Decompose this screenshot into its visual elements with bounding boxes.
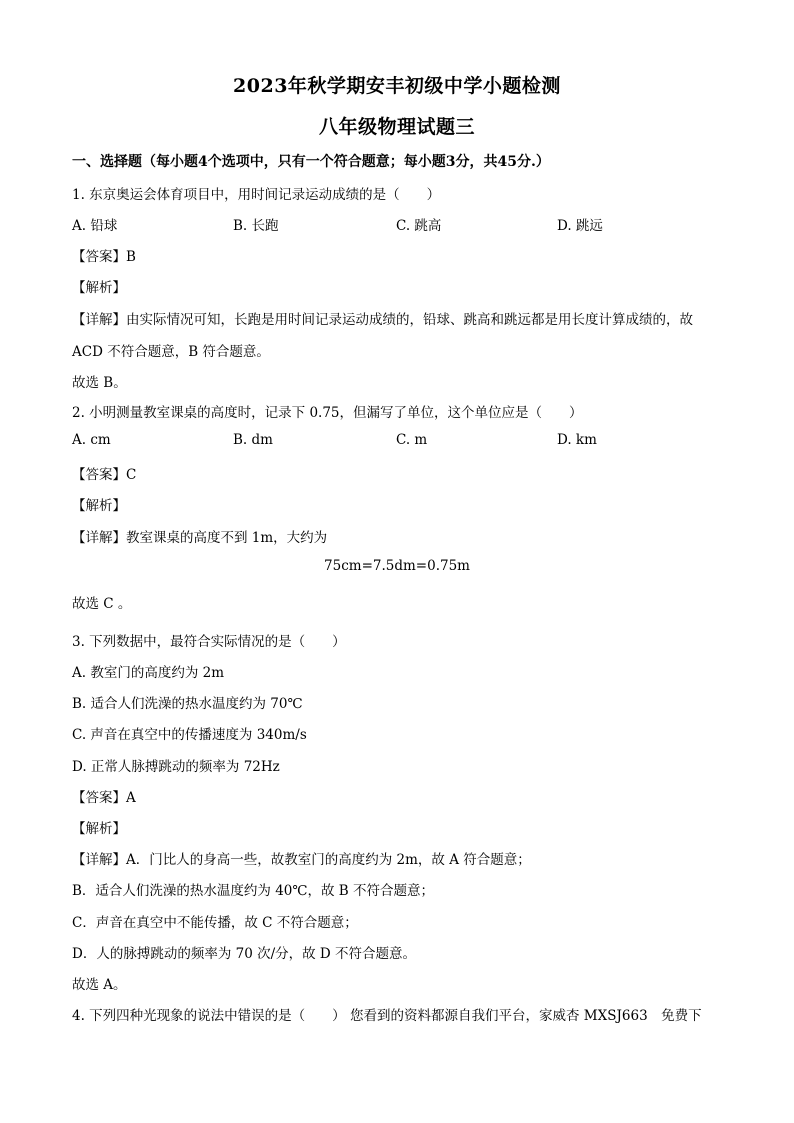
q1-answer: 【答案】B [72,249,136,265]
page-title: 2023年秋学期安丰初级中学小题检测 [233,75,561,97]
q2-option-b: B. dm [233,432,273,448]
q2-answer: 【答案】C [72,467,137,483]
q2-conclusion: 故选 C 。 [72,596,132,612]
q3-option-a: A. 教室门的高度约为 2m [72,665,225,681]
q3-detail-line-3: C．声音在真空中不能传播，故 C 不符合题意； [72,915,358,931]
q1-option-d: D. 跳远 [557,218,603,234]
q1-option-b: B. 长跑 [233,218,279,234]
q2-option-a: A. cm [72,432,111,448]
q1-conclusion: 故选 B。 [72,375,127,391]
q3-detail-line-1: 【详解】A．门比人的身高一些，故教室门的高度约为 2m，故 A 符合题意； [72,852,531,868]
q1-detail-line-1: 【详解】由实际情况可知，长跑是用时间记录运动成绩的，铅球、跳高和跳远都是用长度计算成绩的，故 [72,312,693,328]
q2-option-d: D. km [557,432,597,448]
q3-conclusion: 故选 A。 [72,977,127,993]
q2-formula: 75cm=7.5dm=0.75m [324,558,470,574]
q3-answer: 【答案】A [72,790,136,806]
source-note: 您看到的资料都源自我们平台，家威杏 MXSJ663 免费下 [350,1008,702,1024]
q3-detail-line-4: D．人的脉搏跳动的频率为 70 次/分，故 D 不符合题意。 [72,946,417,962]
q1-stem: 1. 东京奥运会体育项目中，用时间记录运动成绩的是（ ） [72,187,441,203]
q1-option-a: A. 铅球 [72,218,118,234]
q1-detail-line-2: ACD 不符合题意，B 符合题意。 [72,344,270,360]
q3-analysis: 【解析】 [72,821,126,837]
section-heading: 一、选择题（每小题4个选项中，只有一个符合题意；每小题3分，共45分.） [72,154,550,170]
q2-stem: 2. 小明测量教室课桌的高度时，记录下 0.75，但漏写了单位，这个单位应是（ ） [72,405,583,421]
page-subtitle: 八年级物理试题三 [318,116,475,138]
q3-detail-line-2: B．适合人们洗澡的热水温度约为 40℃，故 B 不符合题意； [72,883,434,899]
q2-detail-line-1: 【详解】教室课桌的高度不到 1m，大约为 [72,530,328,546]
q3-stem: 3. 下列数据中，最符合实际情况的是（ ） [72,634,346,650]
q2-analysis: 【解析】 [72,498,126,514]
q3-option-c: C. 声音在真空中的传播速度为 340m/s [72,727,307,743]
q4-stem: 4. 下列四种光现象的说法中错误的是（ ） [72,1008,346,1024]
q1-analysis: 【解析】 [72,280,126,296]
q1-option-c: C. 跳高 [396,218,442,234]
q3-option-b: B. 适合人们洗澡的热水温度约为 70℃ [72,696,303,712]
q3-option-d: D. 正常人脉搏跳动的频率为 72Hz [72,759,280,775]
q2-option-c: C. m [396,432,428,448]
